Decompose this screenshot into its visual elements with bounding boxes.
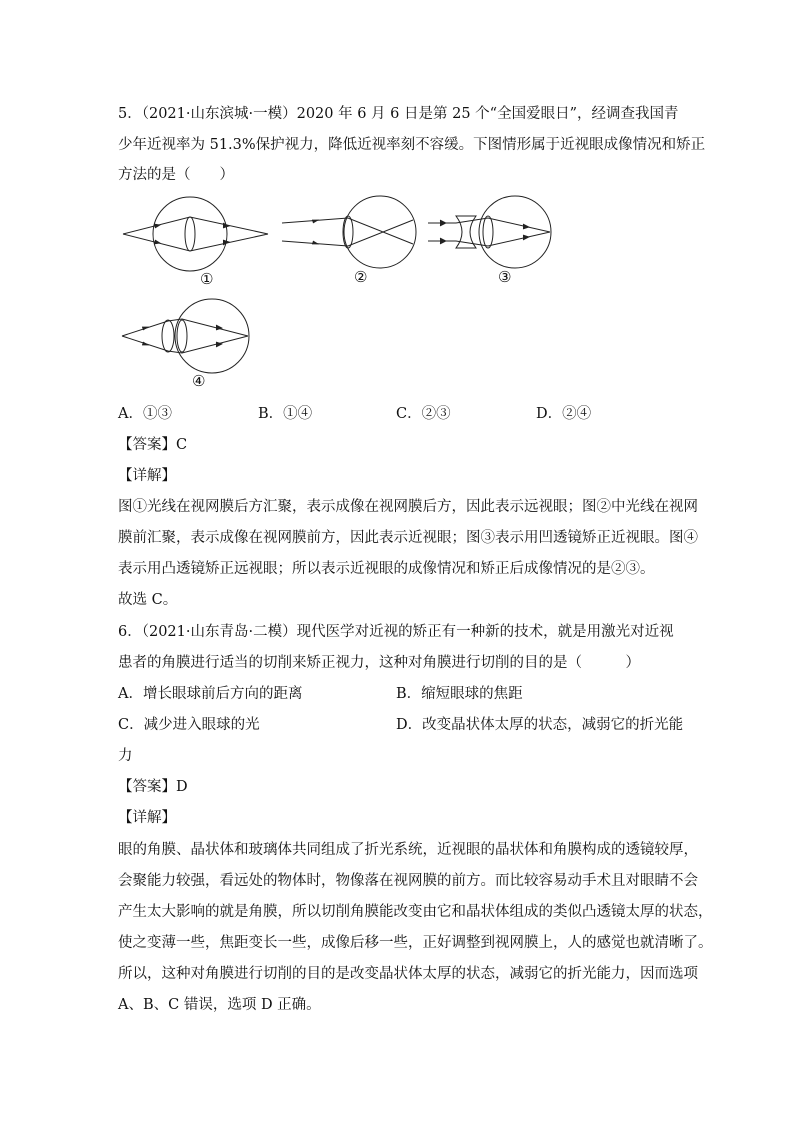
q6-detail-line-6: A、B、C 错误，选项 D 正确。 [118, 997, 321, 1013]
q5-option-b[interactable]: B．①④ [258, 406, 313, 422]
eye-diagram-2 [282, 196, 422, 276]
q5-detail-heading: 【详解】 [118, 468, 176, 484]
q5-detail-line-2: 膜前汇聚，表示成像在视网膜前方，因此表示近视眼；图③表示用凹透镜矫正近视眼。图④ [118, 530, 698, 546]
q6-option-a[interactable]: A．增长眼球前后方向的距离 [118, 686, 303, 702]
figure-label-4: ④ [192, 372, 206, 390]
q5-detail-line-3: 表示用凸透镜矫正远视眼；所以表示近视眼的成像情况和矫正后成像情况的是②③。 [118, 561, 655, 577]
q5-option-c[interactable]: C．②③ [396, 406, 451, 422]
q6-option-d-continued: 力 [118, 748, 133, 764]
q6-option-b[interactable]: B．缩短眼球的焦距 [396, 686, 523, 702]
q5-stem-line-2: 少年近视率为 51.3%保护视力，降低近视率刻不容缓。下图情形属于近视眼成像情况和矫正 [118, 137, 706, 153]
q6-detail-line-1: 眼的角膜、晶状体和玻璃体共同组成了折光系统，近视眼的晶状体和角膜构成的透镜较厚， [118, 842, 698, 858]
q5-stem-line-1: 5．（2021·山东滨城·一模）2020 年 6 月 6 日是第 25 个“全国爱眼日”，经调查我国青 [118, 106, 679, 122]
q5-detail-line-4: 故选 C。 [118, 592, 178, 608]
q6-detail-line-5: 所以，这种对角膜进行切削的目的是改变晶状体太厚的状态，减弱它的折光能力，因而选项 [118, 966, 698, 982]
q6-answer: 【答案】D [118, 779, 188, 795]
eye-diagram-4 [118, 297, 258, 377]
q5-answer: 【答案】C [118, 437, 188, 453]
figure-label-3: ③ [498, 268, 512, 286]
q5-option-d[interactable]: D．②④ [536, 406, 592, 422]
q6-detail-line-4: 使之变薄一些，焦距变长一些，成像后移一些，正好调整到视网膜上，人的感觉也就清晰了。 [118, 935, 713, 951]
eye-diagram-3 [428, 196, 558, 276]
q5-detail-line-1: 图①光线在视网膜后方汇聚，表示成像在视网膜后方，因此表示远视眼；图②中光线在视网 [118, 499, 698, 515]
figure-label-2: ② [354, 268, 368, 286]
q6-option-c[interactable]: C．减少进入眼球的光 [118, 717, 260, 733]
q6-detail-heading: 【详解】 [118, 810, 176, 826]
q6-stem-line-2: 患者的角膜进行适当的切削来矫正视力，这种对角膜进行切削的目的是（ ） [118, 655, 640, 671]
q5-option-a[interactable]: A．①③ [118, 406, 172, 422]
q5-stem-line-3: 方法的是（ ） [118, 167, 234, 183]
eye-diagram-1 [118, 196, 278, 276]
q6-stem-line-1: 6．（2021·山东青岛·二模）现代医学对近视的矫正有一种新的技术，就是用激光对近视 [118, 624, 674, 640]
q6-option-d[interactable]: D．改变晶状体太厚的状态，减弱它的折光能 [396, 717, 684, 733]
q6-detail-line-2: 会聚能力较强，看远处的物体时，物像落在视网膜的前方。而比较容易动手术且对眼睛不会 [118, 873, 698, 889]
figure-label-1: ① [200, 270, 214, 288]
q6-detail-line-3: 产生太大影响的就是角膜，所以切削角膜能改变由它和晶状体组成的类似凸透镜太厚的状态， [118, 904, 713, 920]
